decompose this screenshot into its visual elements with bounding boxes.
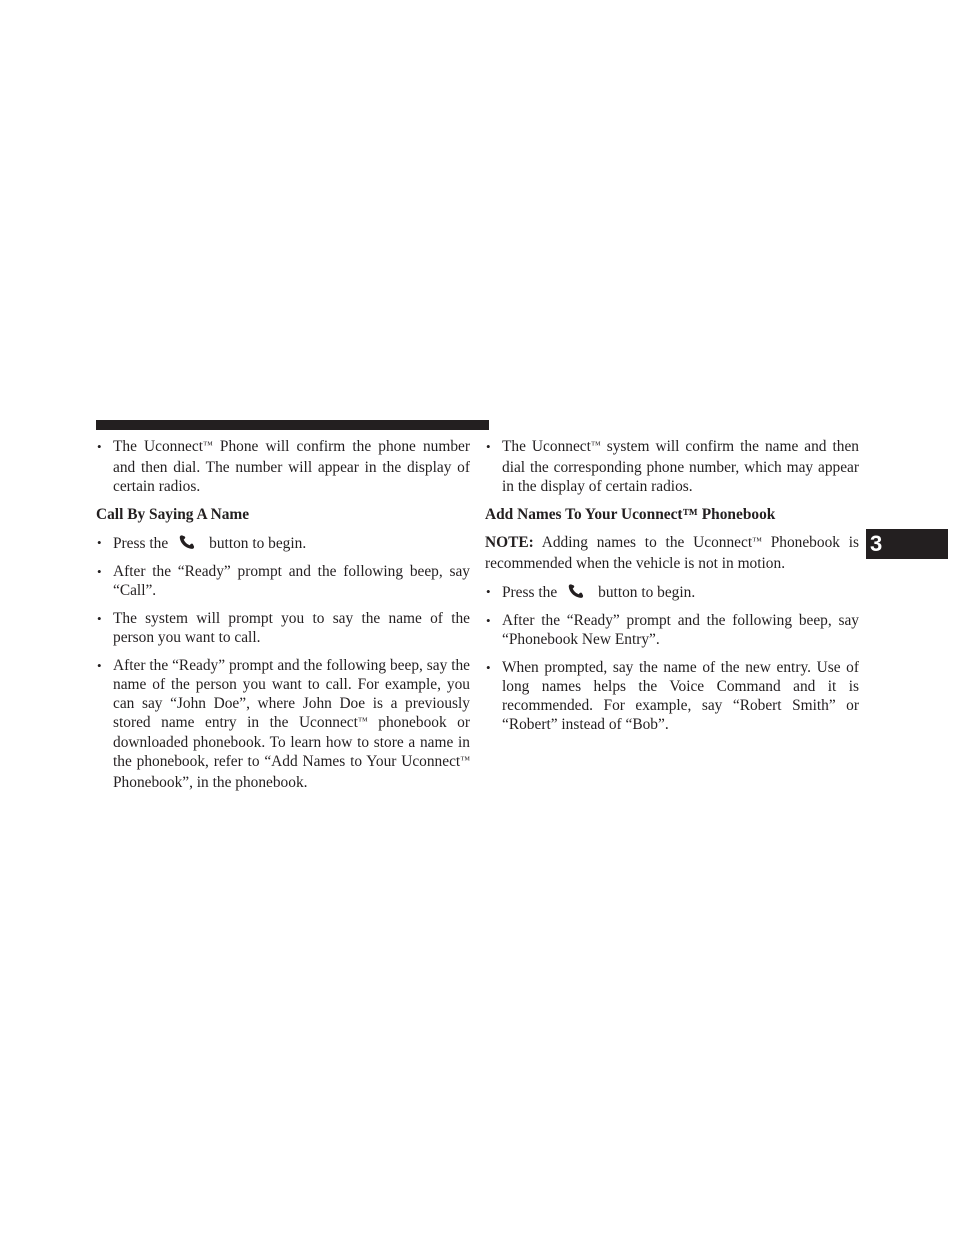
- left-column: [96, 438, 470, 802]
- bullet-ready-entry: [485, 612, 859, 650]
- bullet-ready-call: [96, 563, 470, 601]
- note-text: Phonebook is recommended when the vehicle is not in motion.: [485, 533, 860, 572]
- bullet-system-confirm: [485, 438, 859, 496]
- bullet-marker: •: [486, 583, 491, 599]
- bullet-marker: •: [97, 534, 102, 550]
- note-paragraph: [485, 534, 859, 574]
- trademark: ™: [203, 440, 213, 451]
- bullet-marker: •: [486, 613, 491, 629]
- bullet-marker: •: [486, 439, 491, 454]
- trademark: ™: [357, 715, 368, 727]
- bullet-text: Phonebook”, in the phonebook.: [113, 773, 308, 791]
- right-column: [485, 438, 859, 744]
- bullet-text: After the “Ready” prompt and the following beep, say the name of the person you want to call. For example, you can say “John Doe”, where John Doe is a previously stored name entry in the Uconnect: [113, 657, 470, 731]
- bullet-phone-confirm: [96, 438, 470, 496]
- bullet-marker: •: [97, 439, 102, 454]
- bullet-marker: •: [97, 611, 102, 627]
- note-label: NOTE:: [485, 533, 534, 551]
- bullet-text: The system will prompt you to say the name of the person you want to call.: [113, 610, 470, 646]
- bullet-marker: •: [97, 564, 102, 580]
- bullet-press-phone: [96, 534, 470, 554]
- bullet-press-phone-2: [485, 583, 859, 603]
- bullet-text: After the “Ready” prompt and the following beep, say “Phonebook New Entry”.: [502, 612, 859, 648]
- heading-call-by-name: Call By Saying A Name: [96, 505, 250, 523]
- bullet-when-prompted: [485, 659, 859, 734]
- bullet-text: button to begin.: [209, 534, 307, 552]
- chapter-tab: [866, 529, 948, 559]
- bullet-prompt-name: [96, 610, 470, 648]
- bullet-text: After the “Ready” prompt and the following beep, say “Call”.: [113, 563, 470, 599]
- phone-icon: [567, 583, 588, 599]
- trademark: ™: [590, 440, 601, 451]
- trademark: ™: [752, 535, 762, 547]
- bullet-marker: •: [97, 658, 102, 674]
- bullet-example-john-doe: [96, 657, 470, 793]
- bullet-text: Phone will confirm the phone number and then dial. The number will appear in the display of certain radios.: [113, 438, 470, 495]
- chapter-number: 3: [870, 531, 883, 556]
- trademark: ™: [460, 755, 470, 767]
- phone-icon: [178, 534, 199, 550]
- bullet-text: phonebook or downloaded phonebook. To learn how to store a name in the phonebook, refer to “Add Names to Your Uconnect: [113, 713, 470, 771]
- bullet-marker: •: [486, 660, 491, 676]
- heading-add-names: Add Names To Your Uconnect™ Phonebook: [485, 505, 776, 523]
- bullet-text: system will confirm the name and then dial the corresponding phone number, which may appear in the display of certain radios.: [502, 438, 859, 495]
- bullet-text: When prompted, say the name of the new entry. Use of long names helps the Voice Command and it is recommended. For example, say “Robert Smith” or “Robert” instead of “Bob”.: [502, 659, 859, 733]
- section-rule: [96, 420, 489, 430]
- note-text: Adding names to the Uconnect: [541, 533, 753, 551]
- bullet-text: Press the: [502, 583, 558, 601]
- bullet-text: button to begin.: [598, 583, 696, 601]
- bullet-text: Press the: [113, 534, 169, 552]
- bullet-text: The Uconnect: [113, 438, 203, 455]
- bullet-text: The Uconnect: [502, 438, 591, 455]
